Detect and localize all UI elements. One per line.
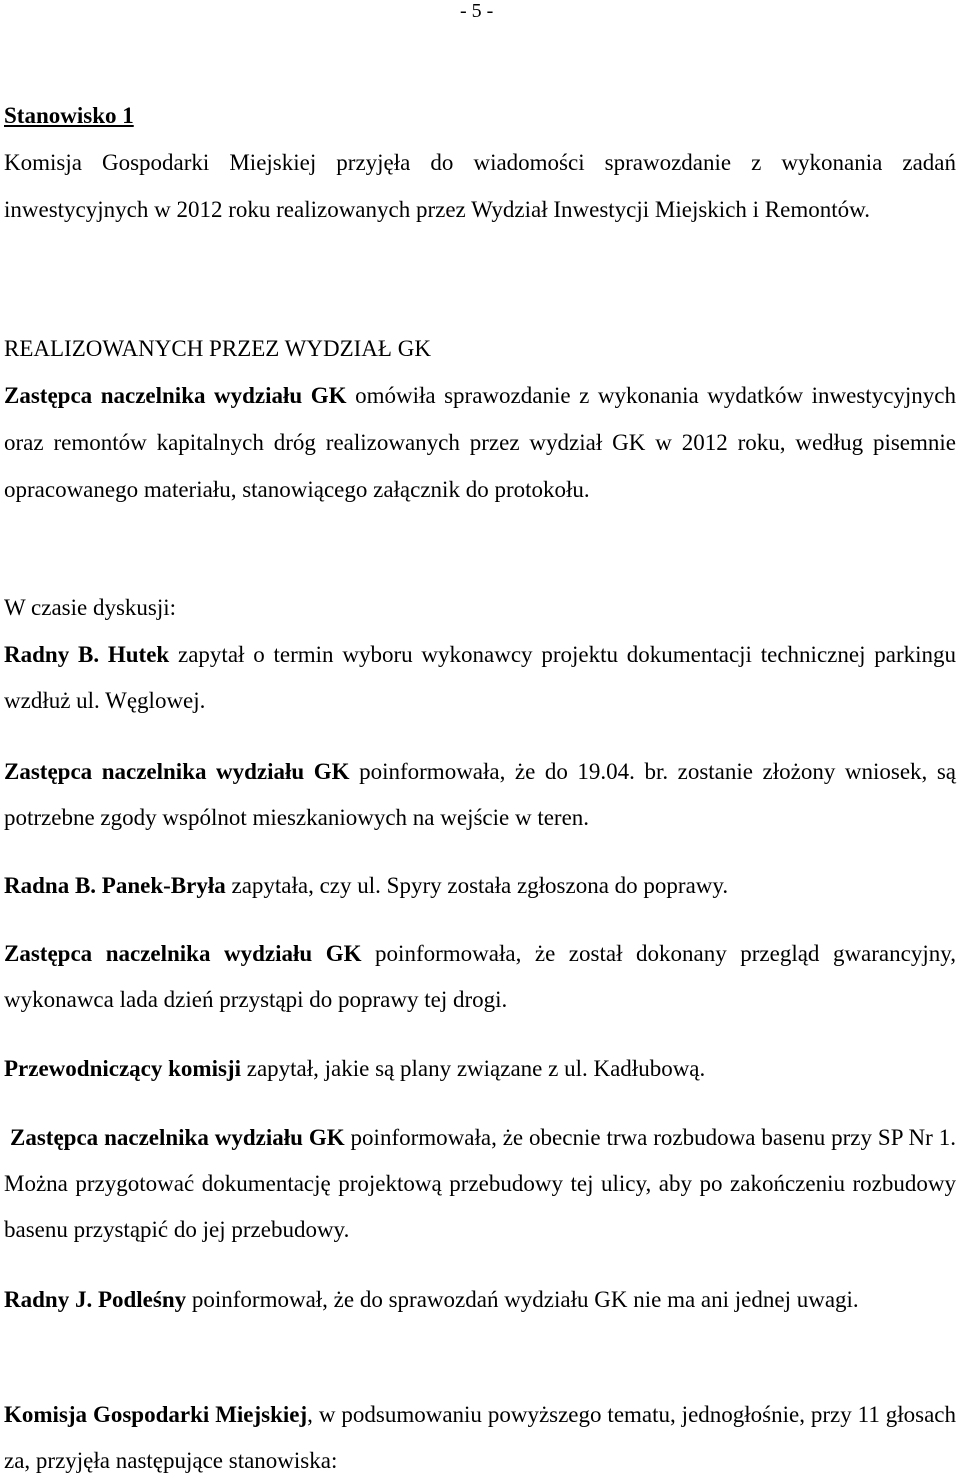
entry-speaker: Radny B. Hutek — [4, 642, 170, 667]
discussion-entry-chairman — [4, 1046, 956, 1092]
report-paragraph — [4, 372, 956, 513]
entry-speaker: Zastępca naczelnika wydziału GK — [10, 1125, 345, 1150]
statement-text: Komisja Gospodarki Miejskiej przyjęła do wiadomości sprawozdanie z wykonania zadań inwestycyjnych w 2012 roku realizowanych przez Wydział Inwestycji Miejskich i Remontów. — [4, 150, 956, 222]
entry-text: poinformowała, że obecnie trwa rozbudowa basenu przy SP Nr 1. Można przygotować dokumentację projektową przebudowy tej ulicy, aby po zakończeniu rozbudowy basenu przystąpić do jej przebudowy. — [4, 1125, 956, 1242]
entry-speaker: Zastępca naczelnika wydziału GK — [4, 941, 362, 966]
entry-speaker: Radny J. Podleśny — [4, 1287, 187, 1312]
report-speaker: Zastępca naczelnika wydziału GK — [4, 383, 347, 408]
page-number: - 5 - — [460, 0, 494, 22]
closing-text: , w podsumowaniu powyższego tematu, jednogłośnie, przy 11 głosach za, przyjęła następujące stanowiska: — [4, 1402, 956, 1473]
statement-heading: Stanowisko 1 — [4, 103, 134, 128]
entry-text: poinformował, że do sprawozdań wydziału GK nie ma ani jednej uwagi. — [186, 1287, 859, 1312]
statement-block — [4, 92, 956, 233]
discussion-entry-panek-bryla — [4, 863, 956, 909]
entry-text: zapytała, czy ul. Spyry została zgłoszona do poprawy. — [225, 873, 729, 898]
entry-text: zapytał, jakie są plany związane z ul. Kadłubową. — [240, 1056, 706, 1081]
entry-text: poinformowała, że do 19.04. br. zostanie złożony wniosek, są potrzebne zgody wspólnot mieszkaniowych na wejście w teren. — [4, 759, 956, 830]
report-text: omówiła sprawozdanie z wykonania wydatków inwestycyjnych oraz remontów kapitalnych dróg realizowanych przez wydział GK w 2012 roku, według pisemnie opracowanego materiału, stanowiącego załącznik do protokołu. — [4, 383, 957, 502]
discussion-entry-podlesny — [4, 1277, 956, 1323]
discussion-entry-deputy-1 — [4, 749, 956, 841]
closing-paragraph — [4, 1392, 956, 1484]
closing-speaker: Komisja Gospodarki Miejskiej — [4, 1402, 308, 1427]
entry-speaker: Przewodniczący komisji — [4, 1056, 241, 1081]
entry-text: poinformowała, że został dokonany przegląd gwarancyjny, wykonawca lada dzień przystąpi do poprawy tej drogi. — [4, 941, 956, 1012]
discussion-entry-deputy-2 — [4, 931, 956, 1023]
entry-text: zapytał o termin wyboru wykonawcy projektu dokumentacji technicznej parkingu wzdłuż ul. Węglowej. — [4, 642, 957, 713]
report-title: REALIZOWANYCH PRZEZ WYDZIAŁ GK — [4, 336, 431, 361]
entry-speaker: Radna B. Panek-Bryła — [4, 873, 226, 898]
discussion-entry-hutek — [4, 632, 956, 724]
report-block — [4, 325, 956, 513]
entry-speaker: Zastępca naczelnika wydziału GK — [4, 759, 350, 784]
discussion-entry-deputy-3 — [4, 1115, 956, 1253]
discussion-intro: W czasie dyskusji: — [4, 595, 177, 620]
